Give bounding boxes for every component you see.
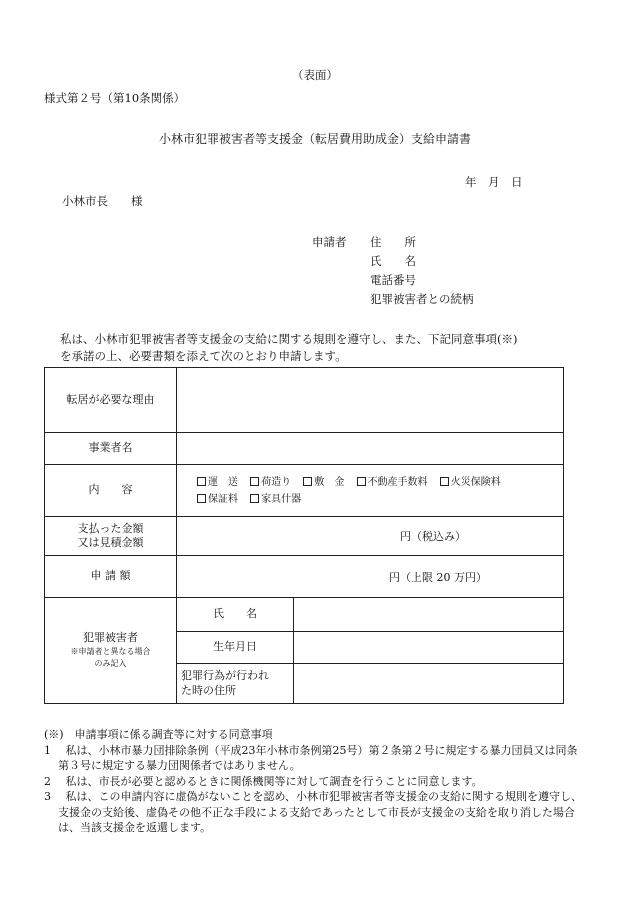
reason-label: 転居が必要な理由	[45, 368, 177, 433]
amount-field[interactable]: 円（税込み）	[177, 517, 564, 556]
intro-line-1: 私は、小林市犯罪被害者等支援金の支給に関する規則を遵守し、また、下記同意事項(※)	[60, 332, 518, 346]
amount-label-line-1: 支払った金額	[77, 521, 144, 535]
applicant-name-label: 氏 名	[370, 254, 416, 268]
option-deposit[interactable]	[303, 477, 344, 488]
option-label: 荷造り	[261, 476, 292, 488]
form-number: 様式第２号（第10条関係）	[44, 91, 186, 105]
document-title: 小林市犯罪被害者等支援金（転居費用助成金）支給申請書	[158, 132, 471, 146]
option-furniture[interactable]	[250, 494, 301, 505]
business-label: 事業者名	[45, 433, 177, 465]
option-label: 保証料	[208, 493, 238, 505]
option-label: 家具什器	[261, 493, 302, 505]
request-field[interactable]: 円（上限 20 万円）	[177, 556, 564, 598]
option-label: 火災保険料	[450, 476, 501, 488]
option-transport[interactable]	[197, 477, 238, 488]
checkbox-icon	[250, 477, 259, 486]
victim-note-line-1: ※申請者と異なる場合	[70, 646, 151, 656]
option-guarantee-fee[interactable]	[197, 494, 238, 505]
addressee: 小林市長 様	[62, 194, 143, 208]
option-fire-insurance[interactable]	[440, 477, 501, 488]
applicant-phone-label: 電話番号	[370, 273, 416, 287]
victim-label: 犯罪被害者	[83, 631, 138, 645]
victim-label-cell	[45, 598, 177, 704]
option-label: 敷 金	[314, 476, 345, 488]
intro-line-2: を承諾の上、必要書類を添えて次のとおり申請します。	[60, 349, 347, 363]
reason-field[interactable]	[177, 368, 564, 433]
option-label: 運 送	[208, 476, 238, 488]
victim-name-field[interactable]	[294, 598, 564, 632]
table-row	[45, 368, 564, 433]
table-row	[45, 465, 564, 517]
consent-section	[44, 727, 584, 836]
content-label: 内 容	[45, 465, 177, 517]
victim-address-line-1: 犯罪行為が行われ	[181, 668, 269, 682]
table-row	[45, 433, 564, 465]
table-row	[45, 556, 564, 598]
checkbox-icon	[197, 494, 206, 503]
option-label: 不動産手数料	[367, 476, 428, 488]
table-row	[45, 598, 564, 632]
applicant-heading: 申請者	[312, 235, 347, 249]
checkbox-icon	[303, 477, 312, 486]
applicant-relation-label: 犯罪被害者との続柄	[370, 292, 474, 306]
victim-address-label	[177, 664, 294, 704]
consent-item-3: 3 私は、この申請内容に虚偽がないことを認め、小林市犯罪被害者等支援金の支給に関する規則を遵守し、支援金の支給後、虚偽その他不正な手段による支給であったとして市長が支援金の支給を取り消した場合は、当該支援金を返還します。	[44, 790, 583, 834]
checkbox-icon	[440, 477, 449, 486]
victim-note-line-2: のみ記入	[94, 658, 127, 668]
amount-label-line-2: 又は見積金額	[77, 536, 144, 549]
application-table	[44, 367, 564, 704]
victim-address-field[interactable]	[294, 664, 564, 704]
side-label: （表面）	[292, 68, 338, 82]
table-row	[45, 517, 564, 556]
victim-address-line-2: た時の住所	[181, 683, 236, 697]
amount-label	[45, 517, 177, 556]
consent-heading: (※) 申請事項に係る調査等に対する同意事項	[44, 728, 273, 741]
option-packing[interactable]	[250, 477, 291, 488]
content-options-row-2	[197, 491, 559, 508]
request-label: 申 請 額	[45, 556, 177, 598]
consent-item-1: 1 私は、小林市暴力団排除条例（平成23年小林市条例第25号）第２条第２号に規定する暴力団員又は同条第３号に規定する暴力団関係者ではありません。	[44, 743, 578, 772]
business-field[interactable]	[177, 433, 564, 465]
option-broker-fee[interactable]	[357, 477, 428, 488]
consent-item-2: 2 私は、市長が必要と認めるときに関係機関等に対して調査を行うことに同意します。	[44, 774, 483, 788]
content-options	[177, 465, 564, 517]
content-options-row-1	[197, 474, 559, 491]
victim-name-label: 氏 名	[177, 598, 294, 632]
checkbox-icon	[357, 477, 366, 486]
applicant-address-label: 住 所	[370, 235, 416, 249]
checkbox-icon	[197, 477, 206, 486]
victim-birth-label: 生年月日	[177, 632, 294, 664]
victim-birth-field[interactable]	[294, 632, 564, 664]
checkbox-icon	[250, 494, 259, 503]
date-line: 年 月 日	[465, 175, 523, 189]
